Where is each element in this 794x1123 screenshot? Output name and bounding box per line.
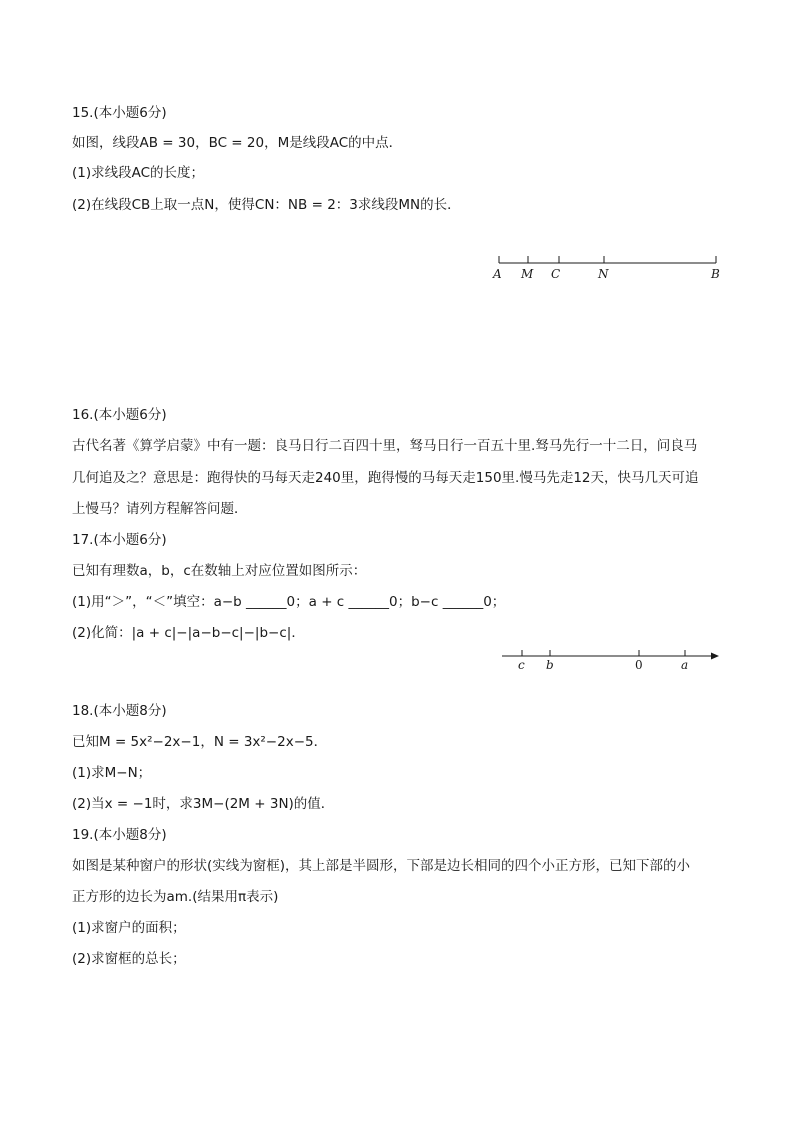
- problem-17-part-1: (1)用“＞”，“＜”填空：a−b ______0；a + c ______0；b−c ______0；: [72, 594, 506, 610]
- problem-17-heading: 17.(本小题6分): [72, 532, 167, 548]
- problem-19-line-1: 如图是某种窗户的形状(实线为窗框)，其上部是半圆形，下部是边长相同的四个小正方形，已知下部的小: [72, 858, 691, 874]
- label-m: M: [521, 267, 534, 281]
- problem-15-statement: 如图，线段AB = 30，BC = 20，M是线段AC的中点．: [72, 135, 403, 151]
- label-a: a: [681, 658, 689, 672]
- label-b: b: [546, 658, 554, 672]
- problem-19-part-2: (2)求窗框的总长；: [72, 951, 186, 967]
- label-a: A: [493, 267, 502, 281]
- problem-19-line-2: 正方形的边长为am.(结果用π表示): [72, 889, 279, 905]
- problem-15-part-2: (2)在线段CB上取一点N，使得CN：NB = 2：3求线段MN的长．: [72, 197, 461, 213]
- problem-18-heading: 18.(本小题8分): [72, 703, 167, 719]
- label-n: N: [598, 267, 609, 281]
- label-zero: 0: [635, 658, 643, 672]
- problem-16-line-2: 几何追及之？意思是：跑得快的马每天走240里，跑得慢的马每天走150里.慢马先走12天，快马几天可追: [72, 470, 699, 486]
- label-c: C: [551, 267, 561, 281]
- number-line-arrow: [711, 653, 719, 660]
- problem-17-part-2: (2)化简：|a + c|−|a−b−c|−|b−c|．: [72, 625, 305, 641]
- problem-18-statement: 已知M = 5x²−2x−1，N = 3x²−2x−5．: [72, 734, 328, 750]
- problem-15-part-1: (1)求线段AC的长度；: [72, 165, 205, 181]
- problem-19-heading: 19.(本小题8分): [72, 827, 167, 843]
- problem-17-statement: 已知有理数a，b，c在数轴上对应位置如图所示：: [72, 563, 367, 579]
- segment-figure: [480, 248, 730, 288]
- problem-16-line-1: 古代名著《算学启蒙》中有一题：良马日行二百四十里，驽马日行一百五十里.驽马先行一十二日，问良马: [72, 438, 698, 454]
- label-b: B: [711, 267, 720, 281]
- problem-18-part-2: (2)当x = −1时，求3M−(2M + 3N)的值．: [72, 796, 335, 812]
- problem-16-line-3: 上慢马？请列方程解答问题．: [72, 501, 248, 517]
- problem-18-part-1: (1)求M−N；: [72, 765, 152, 781]
- problem-16-heading: 16.(本小题6分): [72, 407, 167, 423]
- label-c: c: [518, 658, 525, 672]
- problem-15-heading: 15.(本小题6分): [72, 105, 167, 121]
- number-line-figure: [495, 644, 725, 674]
- problem-19-part-1: (1)求窗户的面积；: [72, 920, 186, 936]
